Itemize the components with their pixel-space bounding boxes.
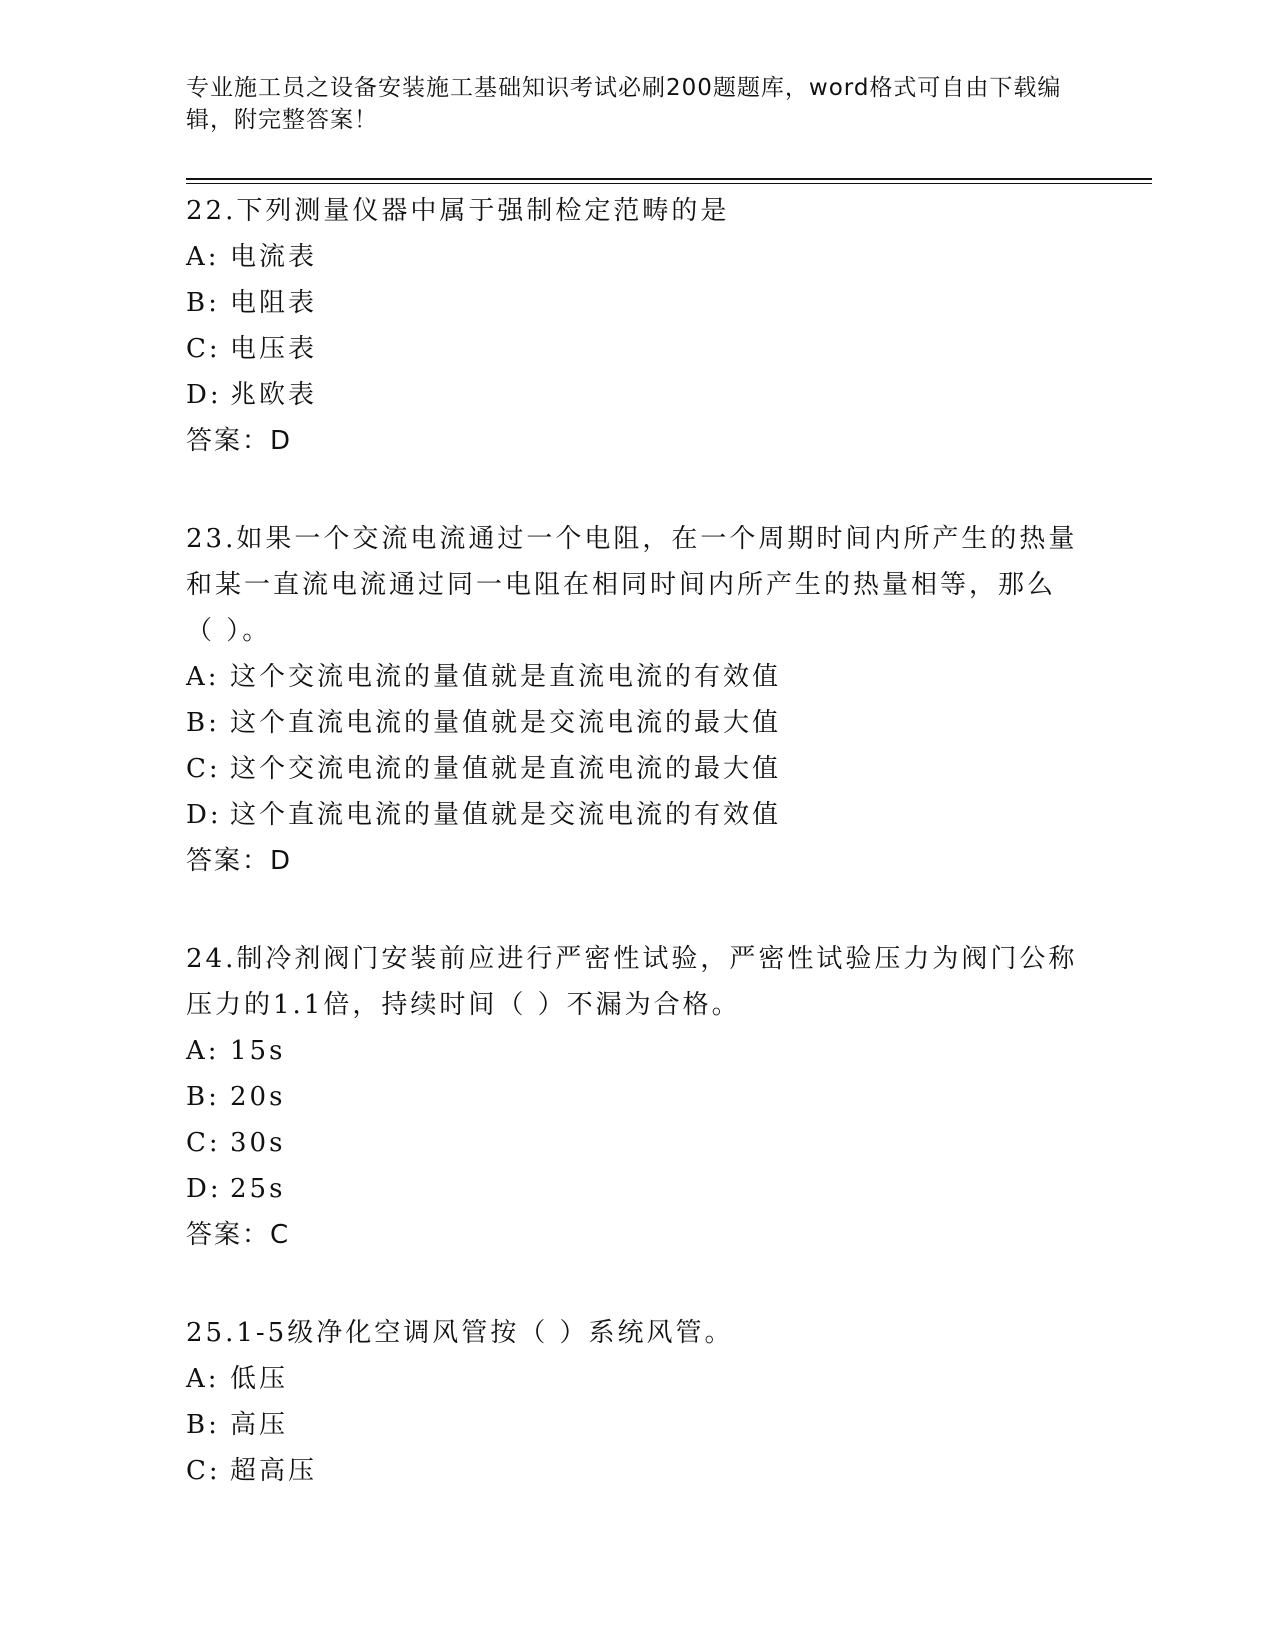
- question-text-line-2: 和某一直流电流通过同一电阻在相同时间内所产生的热量相等，那么: [186, 570, 1057, 600]
- option-d: [186, 1166, 1086, 1212]
- option-text: 这个交流电流的量值就是直流电流的有效值: [230, 662, 782, 692]
- option-letter: A:: [186, 242, 220, 272]
- option-d: [186, 372, 1086, 418]
- answer-line: 答案：D: [186, 426, 293, 456]
- question-text-line-3: （ ）。: [186, 616, 272, 646]
- option-a: [186, 1356, 1086, 1402]
- option-b: [186, 700, 1086, 746]
- option-a: [186, 234, 1086, 280]
- option-letter: B:: [186, 1082, 220, 1112]
- header-divider-thick: [186, 178, 1152, 180]
- question-text: 22.下列测量仪器中属于强制检定范畴的是: [186, 196, 730, 226]
- option-b: [186, 1074, 1086, 1120]
- option-letter: C:: [186, 1456, 221, 1486]
- option-letter: A:: [186, 1364, 220, 1394]
- question-25: [186, 1310, 1086, 1494]
- option-text: 电流表: [230, 242, 318, 272]
- question-24: [186, 936, 1086, 1258]
- question-22: [186, 188, 1086, 464]
- option-c: [186, 1120, 1086, 1166]
- option-text: 低压: [230, 1364, 289, 1394]
- option-text: 这个直流电流的量值就是交流电流的有效值: [230, 800, 782, 830]
- option-text: 电压表: [230, 334, 318, 364]
- option-a: [186, 1028, 1086, 1074]
- option-letter: A:: [186, 1036, 220, 1066]
- question-23: [186, 516, 1086, 884]
- option-text: 高压: [230, 1410, 289, 1440]
- question-text: 25.1-5级净化空调风管按（ ）系统风管。: [186, 1318, 734, 1348]
- option-letter: C:: [186, 334, 221, 364]
- option-text: 这个直流电流的量值就是交流电流的最大值: [230, 708, 782, 738]
- option-letter: A:: [186, 662, 220, 692]
- option-letter: B:: [186, 1410, 220, 1440]
- option-text: 这个交流电流的量值就是直流电流的最大值: [230, 754, 782, 784]
- option-letter: C:: [186, 1128, 221, 1158]
- option-letter: D:: [186, 380, 222, 410]
- option-letter: B:: [186, 708, 220, 738]
- question-text-line-1: 24.制冷剂阀门安装前应进行严密性试验，严密性试验压力为阀门公称: [186, 944, 1078, 974]
- option-text: 超高压: [230, 1456, 318, 1486]
- option-c: [186, 326, 1086, 372]
- answer-line: 答案：D: [186, 846, 293, 876]
- document-header: 专业施工员之设备安装施工基础知识考试必刷200题题库，word格式可自由下载编辑，附完整答案！: [186, 75, 1062, 133]
- option-text: 15s: [230, 1036, 286, 1066]
- option-b: [186, 1402, 1086, 1448]
- option-d: [186, 792, 1086, 838]
- question-text-line-1: 23.如果一个交流电流通过一个电阻，在一个周期时间内所产生的热量: [186, 524, 1078, 554]
- answer-line: 答案：C: [186, 1220, 291, 1250]
- question-text-line-2: 压力的1.1倍，持续时间（ ）不漏为合格。: [186, 990, 741, 1020]
- option-text: 20s: [230, 1082, 286, 1112]
- option-letter: B:: [186, 288, 220, 318]
- option-text: 电阻表: [230, 288, 318, 318]
- option-c: [186, 746, 1086, 792]
- option-c: [186, 1448, 1086, 1494]
- option-letter: D:: [186, 1174, 222, 1204]
- option-text: 30s: [230, 1128, 286, 1158]
- option-text: 25s: [230, 1174, 286, 1204]
- option-text: 兆欧表: [230, 380, 318, 410]
- header-divider-thin: [186, 183, 1152, 184]
- question-list: [186, 188, 1086, 1546]
- option-a: [186, 654, 1086, 700]
- option-letter: D:: [186, 800, 222, 830]
- option-b: [186, 280, 1086, 326]
- option-letter: C:: [186, 754, 221, 784]
